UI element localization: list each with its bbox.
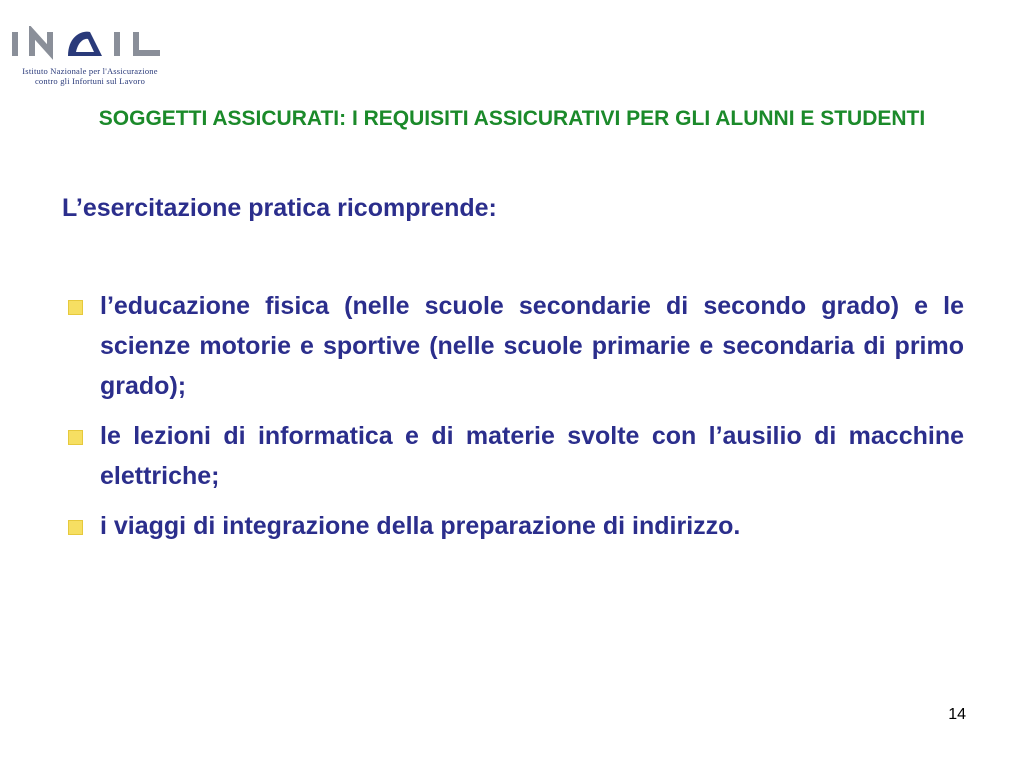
- list-item-text: le lezioni di informatica e di materie svolte con l’ausilio di macchine elettriche;: [100, 422, 964, 490]
- slide-title: SOGGETTI ASSICURATI: I REQUISITI ASSICURATIVI PER GLI ALUNNI E STUDENTI: [98, 107, 926, 130]
- lead-text: L’esercitazione pratica ricomprende:: [62, 194, 497, 222]
- bullet-list: [64, 286, 964, 556]
- bullet-square-icon: [68, 430, 83, 445]
- list-item: [64, 286, 964, 406]
- list-item: [64, 506, 964, 546]
- list-item-text: i viaggi di integrazione della preparazione di indirizzo.: [100, 512, 741, 540]
- logo-tagline: [10, 66, 170, 86]
- inail-wordmark: [10, 26, 170, 62]
- bullet-square-icon: [68, 520, 83, 535]
- list-item-text: l’educazione fisica (nelle scuole secondarie di secondo grado) e le scienze motorie e sportive (nelle scuole primarie e secondaria di primo grado);: [100, 292, 964, 400]
- bullet-square-icon: [68, 300, 83, 315]
- logo-tagline-line2: contro gli Infortuni sul Lavoro: [34, 76, 146, 86]
- page-number: 14: [948, 706, 966, 723]
- logo-tagline-line1: Istituto Nazionale per l'Assicurazione: [22, 66, 158, 76]
- list-item: [64, 416, 964, 496]
- inail-logo: [10, 26, 170, 88]
